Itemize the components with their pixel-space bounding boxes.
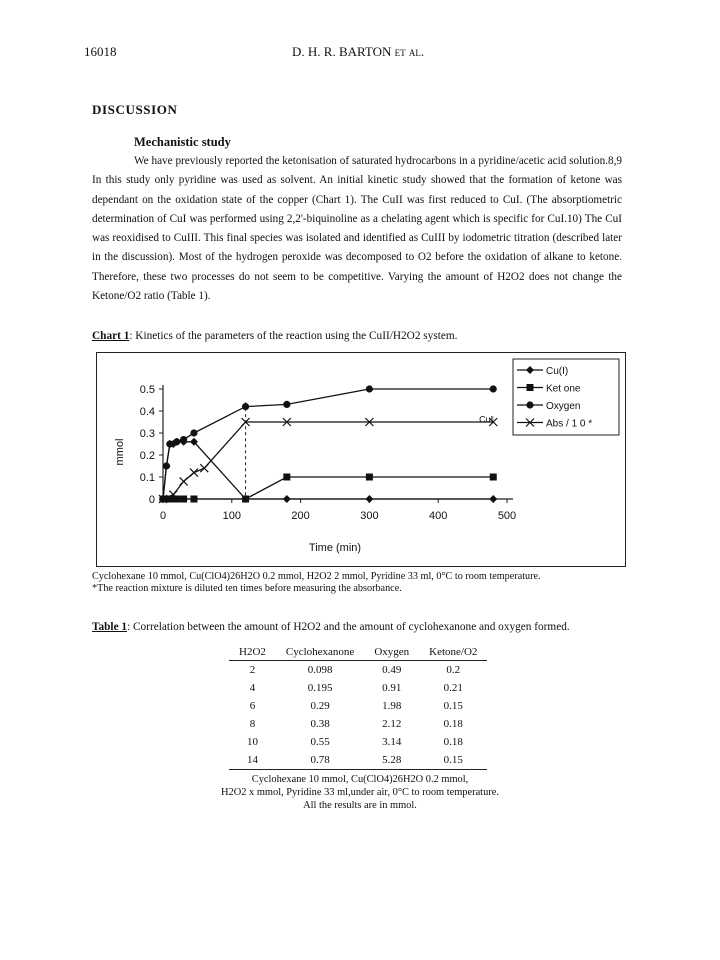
subsection-title: Mechanistic study bbox=[134, 135, 231, 149]
data-point-circle bbox=[163, 462, 170, 469]
data-point-square bbox=[173, 496, 180, 503]
data-point-circle bbox=[283, 401, 290, 408]
table-cell: 8 bbox=[249, 718, 256, 730]
table-cell: 2 bbox=[249, 664, 256, 676]
page-number: 16018 bbox=[84, 44, 117, 59]
series-line-x bbox=[163, 422, 493, 499]
legend-marker-square bbox=[527, 384, 534, 391]
table-header-cell: Cyclohexanone bbox=[276, 645, 364, 661]
table-cell: 0.49 bbox=[382, 664, 402, 676]
table-footnote: H2O2 x mmol, Pyridine 33 ml,under air, 0°C to room temperature. bbox=[221, 787, 499, 798]
table-cell: 6 bbox=[249, 700, 256, 712]
table-cell: 5.28 bbox=[364, 751, 419, 770]
section-title: DISCUSSION bbox=[92, 102, 178, 117]
data-point-diamond bbox=[283, 495, 291, 503]
table-cell: 14 bbox=[229, 751, 276, 770]
chart-caption-label: Chart 1 bbox=[92, 330, 130, 342]
data-point-circle bbox=[490, 385, 497, 392]
chart-caption bbox=[92, 330, 458, 342]
y-tick-label: 0.4 bbox=[139, 406, 155, 418]
table-cell: 2.12 bbox=[382, 718, 402, 730]
data-point-diamond bbox=[489, 495, 497, 503]
data-point-square bbox=[490, 474, 497, 481]
table-header-cell: Oxygen bbox=[364, 645, 419, 661]
table-cell: 0.2 bbox=[446, 664, 461, 676]
data-point-circle bbox=[366, 385, 373, 392]
legend-label: Cu(I) bbox=[546, 366, 569, 377]
chart-caption-text: : Kinetics of the parameters of the reaction using the CuII/H2O2 system. bbox=[129, 330, 458, 342]
table-cell: 0.55 bbox=[310, 736, 330, 748]
legend-marker-circle bbox=[526, 401, 533, 408]
x-tick-label: 400 bbox=[429, 510, 448, 522]
table-cell: 0.195 bbox=[307, 682, 333, 694]
series-line-diamond bbox=[163, 442, 493, 499]
chart-frame bbox=[96, 352, 626, 567]
data-point-square bbox=[190, 496, 197, 503]
y-tick-label: 0.2 bbox=[139, 450, 155, 462]
chart-notes bbox=[92, 571, 541, 595]
x-tick-label: 300 bbox=[360, 510, 379, 522]
table-header-cell: Ketone/O2 bbox=[419, 645, 487, 661]
table-row bbox=[229, 679, 487, 697]
data-point-x bbox=[200, 464, 208, 472]
discussion-paragraph bbox=[92, 152, 622, 306]
x-tick-label: 100 bbox=[222, 510, 241, 522]
table-cell: 0.098 bbox=[307, 664, 333, 676]
table-cell: 1.98 bbox=[382, 700, 402, 712]
data-point-circle bbox=[242, 403, 249, 410]
table-caption-label: Table 1 bbox=[92, 621, 128, 633]
table-caption-text: : Correlation between the amount of H2O2 and the amount of cyclohexanone and oxygen formed. bbox=[127, 621, 570, 633]
table-cell: 0.15 bbox=[419, 751, 487, 770]
data-point-x bbox=[180, 477, 188, 485]
y-axis-label: mmol bbox=[114, 438, 126, 466]
x-axis-label: Time (min) bbox=[308, 542, 362, 554]
paragraph-text: We have previously reported the ketonisation of saturated hydrocarbons in a pyridine/acetic acid solution.8,9 In this study only pyridine was used as solvent. An initial kinetic study showed that the formation of ketone was dependant on the oxidation state of the copper (Chart 1). The CuII was first reduced to CuI. (The absorptiometric determination of CuI was performed using 2,2'-biquinoline as a chelating agent which is specific for CuI.10) The CuI was reoxidised to CuIII. This final species was isolated and identified as CuIII by iodometric titration (described later in the discussion). Most of the hydrogen peroxide was decomposed to O2 before the oxidation of alkane to ketone. Therefore, these two processes do not seem to be competitive. Varying the amount of H2O2 does not change the Ketone/O2 ratio (Table 1). bbox=[92, 155, 622, 303]
table-cell: 3.14 bbox=[382, 736, 402, 748]
data-point-x bbox=[190, 469, 198, 477]
data-point-circle bbox=[166, 440, 173, 447]
data-point-circle bbox=[173, 438, 180, 445]
data-point-circle bbox=[190, 429, 197, 436]
chart-annotation: Cuᴵᴵ bbox=[479, 414, 494, 425]
x-tick-label: 0 bbox=[159, 510, 167, 522]
series-line-circle bbox=[163, 389, 493, 499]
y-tick-label: 0 bbox=[148, 494, 155, 506]
table-row bbox=[229, 751, 487, 770]
table-cell: 0.18 bbox=[443, 736, 463, 748]
table-cell: 0.38 bbox=[310, 718, 330, 730]
table-cell: 4 bbox=[249, 682, 256, 694]
table-cell: 0.21 bbox=[443, 682, 463, 694]
table-row bbox=[229, 715, 487, 733]
table-header-row bbox=[229, 645, 487, 661]
table-header-cell: H2O2 bbox=[229, 645, 276, 661]
data-point-square bbox=[283, 474, 290, 481]
table-footnote: All the results are in mmol. bbox=[303, 800, 417, 811]
table-cell: 0.29 bbox=[310, 700, 330, 712]
chart-note-conditions: Cyclohexane 10 mmol, Cu(ClO4)26H2O 0.2 mmol, H2O2 2 mmol, Pyridine 33 ml, 0°C to room temperature. bbox=[92, 571, 541, 582]
table-footnote: Cyclohexane 10 mmol, Cu(ClO4)26H2O 0.2 mmol, bbox=[251, 774, 469, 785]
data-point-diamond bbox=[365, 495, 373, 503]
table-cell: 0.91 bbox=[382, 682, 402, 694]
table-cell: 0.15 bbox=[443, 700, 463, 712]
table-cell: 0.18 bbox=[443, 718, 463, 730]
x-tick-label: 200 bbox=[291, 510, 310, 522]
legend-label: Oxygen bbox=[546, 401, 581, 412]
table-caption bbox=[92, 621, 570, 633]
table-footnotes bbox=[170, 773, 550, 812]
chart-note-dilution: *The reaction mixture is diluted ten times before measuring the absorbance. bbox=[92, 583, 402, 594]
y-tick-label: 0.5 bbox=[139, 384, 155, 396]
data-point-square bbox=[366, 474, 373, 481]
results-table bbox=[229, 645, 487, 770]
legend-label: Abs / 1 0 * bbox=[546, 418, 593, 430]
legend-label: Ket one bbox=[546, 383, 581, 395]
running-title: D. H. R. BARTON et al. bbox=[292, 44, 425, 59]
y-tick-label: 0.1 bbox=[139, 472, 155, 484]
table-cell: 10 bbox=[246, 736, 258, 748]
data-point-square bbox=[242, 496, 249, 503]
data-point-circle bbox=[180, 436, 187, 443]
y-tick-label: 0.3 bbox=[139, 428, 155, 440]
data-point-square bbox=[180, 496, 187, 503]
x-tick-label: 500 bbox=[497, 510, 517, 522]
table-row bbox=[229, 733, 487, 751]
table-row bbox=[229, 697, 487, 715]
series-line-square bbox=[163, 477, 493, 499]
table-row bbox=[229, 661, 487, 680]
table-cell: 0.78 bbox=[276, 751, 364, 770]
kinetics-chart bbox=[97, 353, 624, 565]
